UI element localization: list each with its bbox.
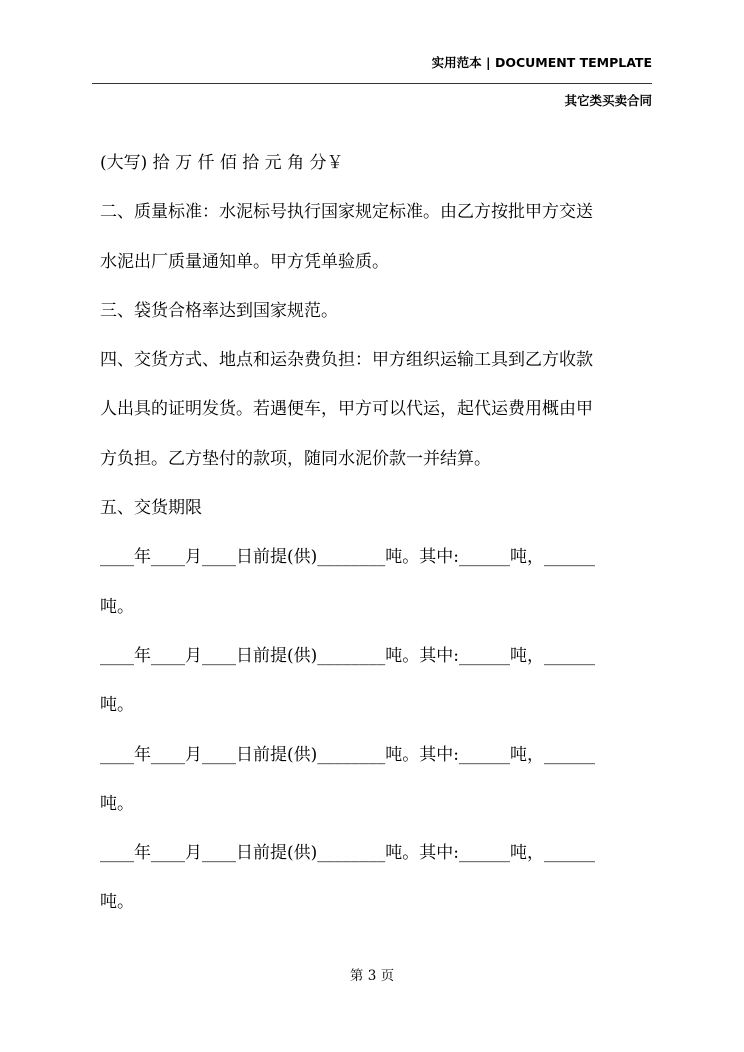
- schedule-line: ____年____月____日前提(供)________吨。其中:______吨，______: [100, 744, 595, 765]
- quality-standard-line-2: 水泥出厂质量通知单。甲方凭单验质。: [100, 251, 389, 272]
- schedule-line: ____年____月____日前提(供)________吨。其中:______吨，______: [100, 547, 595, 568]
- page-number: 第 3 页: [349, 968, 395, 984]
- schedule-line-tail: 吨。: [100, 892, 134, 913]
- schedule-line-tail: 吨。: [100, 793, 134, 814]
- delivery-terms-line-2: 人出具的证明发货。若遇便车，甲方可以代运，起代运费用概由甲: [100, 399, 593, 420]
- delivery-terms-line-3: 方负担。乙方垫付的款项，随同水泥价款一并结算。: [100, 448, 491, 469]
- header-title: 实用范本 | DOCUMENT TEMPLATE: [431, 55, 652, 70]
- delivery-period-title: 五、交货期限: [100, 498, 202, 519]
- document-body: [100, 139, 660, 928]
- schedule-line: ____年____月____日前提(供)________吨。其中:______吨，______: [100, 645, 595, 666]
- schedule-line: ____年____月____日前提(供)________吨。其中:______吨，______: [100, 843, 595, 864]
- document-category: 其它类买卖合同: [564, 93, 652, 108]
- schedule-line-tail: 吨。: [100, 596, 134, 617]
- bag-quality-clause: 三、袋货合格率达到国家规范。: [100, 300, 338, 321]
- amount-in-words-line: (大写) 拾 万 仟 佰 拾 元 角 分￥: [100, 153, 344, 173]
- delivery-terms-line-1: 四、交货方式、地点和运杂费负担：甲方组织运输工具到乙方收款: [100, 350, 593, 371]
- schedule-line-tail: 吨。: [100, 695, 134, 716]
- quality-standard-line-1: 二、质量标准：水泥标号执行国家规定标准。由乙方按批甲方交送: [100, 202, 593, 223]
- header-divider: [92, 83, 652, 84]
